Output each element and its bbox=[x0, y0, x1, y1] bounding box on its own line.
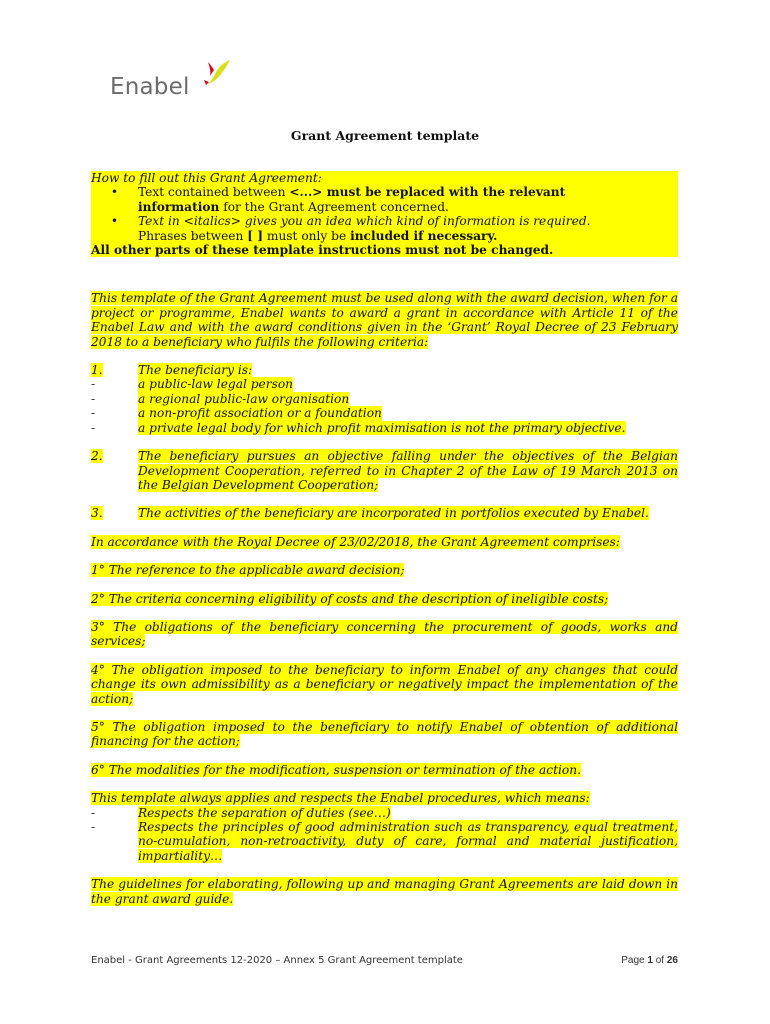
point-paragraph bbox=[91, 592, 678, 606]
instruction-bullet bbox=[91, 185, 678, 214]
procedure-item bbox=[91, 820, 678, 863]
point-paragraph bbox=[91, 563, 678, 577]
criterion-2 bbox=[91, 449, 678, 492]
b2-part-b: Phrases between bbox=[138, 228, 248, 243]
intro-text: This template of the Grant Agreement must be used along with the award decision, when for a project or programme, Enabel wants to award a grant in accordance with Article 11 of the Enabel Law and with the award conditions given in the ‘Grant’ Royal Decree of 23 February 2018 to a beneficiary who fulfils the following criteria: bbox=[91, 291, 678, 349]
criterion-number bbox=[91, 363, 138, 377]
bullet-text bbox=[138, 185, 565, 214]
point-paragraph bbox=[91, 663, 678, 706]
accordance-paragraph bbox=[91, 535, 678, 549]
footer-left: Enabel - Grant Agreements 12-2020 – Annex 5 Grant Agreement template bbox=[91, 955, 463, 966]
criterion-text: The beneficiary is: bbox=[138, 363, 253, 378]
dash-marker: - bbox=[91, 377, 96, 392]
of-label: of bbox=[652, 955, 667, 966]
b2-part-c: [ ] bbox=[247, 228, 264, 243]
guidelines-text: The guidelines for elaborating, following up and managing Grant Agreements are laid down in the grant award guide. bbox=[91, 877, 678, 906]
criterion-text: The activities of the beneficiary are incorporated in portfolios executed by Enabel. bbox=[138, 506, 649, 521]
criterion-1 bbox=[91, 363, 678, 377]
page-title: Grant Agreement template bbox=[290, 128, 480, 143]
b2-part-d: must only be bbox=[263, 228, 351, 243]
criterion-sub-item bbox=[91, 392, 678, 406]
logo-wordmark: Enabel bbox=[110, 74, 190, 100]
b2-part-a: Text in <italics> gives you an idea which kind of information is required. bbox=[138, 214, 591, 229]
num-3: 3. bbox=[91, 506, 103, 521]
bullet-text bbox=[138, 214, 591, 243]
total-pages: 26 bbox=[666, 955, 678, 966]
bird-logo-icon bbox=[198, 58, 232, 88]
point-text: 3° The obligations of the beneficiary concerning the procurement of goods, works and services; bbox=[91, 619, 678, 649]
instructions-block bbox=[91, 171, 678, 257]
criterion-number bbox=[91, 506, 138, 520]
b1-part-b: <...> must be replaced with the relevant bbox=[289, 185, 566, 200]
point-text: 1° The reference to the applicable award decision; bbox=[91, 563, 405, 578]
procedure-text: Respects the principles of good administration such as transparency, equal treatment, no-cumulation, non-retroactivity, duty of care, formal and material justification, impartiality… bbox=[138, 820, 678, 863]
page-label: Page bbox=[621, 955, 648, 966]
page-number bbox=[621, 955, 678, 966]
dash-marker: - bbox=[91, 391, 96, 406]
criterion-text: The beneficiary pursues an objective falling under the objectives of the Belgian Development Cooperation, referred to in Chapter 2 of the Law of 19 March 2013 on the Belgian Development Cooperation; bbox=[138, 449, 678, 492]
procedure-item bbox=[91, 806, 678, 820]
num-2: 2. bbox=[91, 449, 103, 464]
criterion-sub-item bbox=[91, 421, 678, 435]
sub-item-text: a non-profit association or a foundation bbox=[138, 406, 382, 421]
point-text: 2° The criteria concerning eligibility of costs and the description of ineligible costs; bbox=[91, 591, 609, 606]
criterion-text-wrap bbox=[138, 506, 678, 520]
procedure-text-wrap bbox=[138, 820, 678, 863]
b2-part-e: included if necessary. bbox=[350, 228, 498, 243]
dash-marker: - bbox=[91, 420, 96, 435]
enabel-logo bbox=[110, 58, 240, 102]
sub-item-text: a public-law legal person bbox=[138, 377, 294, 392]
point-text: 4° The obligation imposed to the beneficiary to inform Enabel of any changes that could change its own admissibility as a beneficiary or negatively impact the implementation of the action; bbox=[91, 662, 678, 706]
sub-item-text: a private legal body for which profit maximisation is not the primary objective. bbox=[138, 420, 626, 435]
procedures-lead bbox=[91, 791, 678, 805]
criterion-3 bbox=[91, 506, 678, 520]
criterion-sub-item bbox=[91, 406, 678, 420]
instruction-bullet bbox=[91, 214, 678, 243]
intro-paragraph bbox=[91, 291, 678, 349]
criterion-sub-item bbox=[91, 377, 678, 391]
b1-part-c: information bbox=[138, 199, 220, 214]
num-1: 1. bbox=[91, 363, 103, 378]
point-text: 6° The modalities for the modification, suspension or termination of the action. bbox=[91, 762, 581, 777]
procedure-text: Respects the separation of duties (see…) bbox=[138, 805, 391, 820]
dash-marker: - bbox=[91, 406, 96, 421]
dash-marker: - bbox=[91, 820, 96, 834]
instructions-heading: How to fill out this Grant Agreement: bbox=[91, 171, 322, 185]
document-body bbox=[91, 171, 678, 906]
b1-part-d: for the Grant Agreement concerned. bbox=[219, 199, 449, 214]
procedure-text-wrap bbox=[138, 806, 678, 820]
point-paragraph bbox=[91, 763, 678, 777]
criterion-number bbox=[91, 449, 138, 492]
current-page: 1 bbox=[647, 955, 653, 966]
b1-part-a: Text contained between bbox=[138, 185, 290, 200]
point-paragraph bbox=[91, 620, 678, 649]
point-text: 5° The obligation imposed to the beneficiary to notify Enabel of obtention of additional financing for the action; bbox=[91, 719, 678, 749]
guidelines-paragraph bbox=[91, 877, 678, 906]
bullet-marker: • bbox=[110, 185, 119, 200]
instructions-final: All other parts of these template instructions must not be changed. bbox=[91, 243, 554, 258]
criterion-text-wrap bbox=[138, 449, 678, 492]
procedures-lead-text: This template always applies and respects the Enabel procedures, which means: bbox=[91, 791, 590, 806]
point-paragraph bbox=[91, 720, 678, 749]
bullet-marker: • bbox=[110, 214, 119, 229]
sub-item-text: a regional public-law organisation bbox=[138, 391, 350, 406]
dash-marker: - bbox=[91, 805, 96, 820]
accordance-text: In accordance with the Royal Decree of 23/02/2018, the Grant Agreement comprises: bbox=[91, 534, 620, 549]
